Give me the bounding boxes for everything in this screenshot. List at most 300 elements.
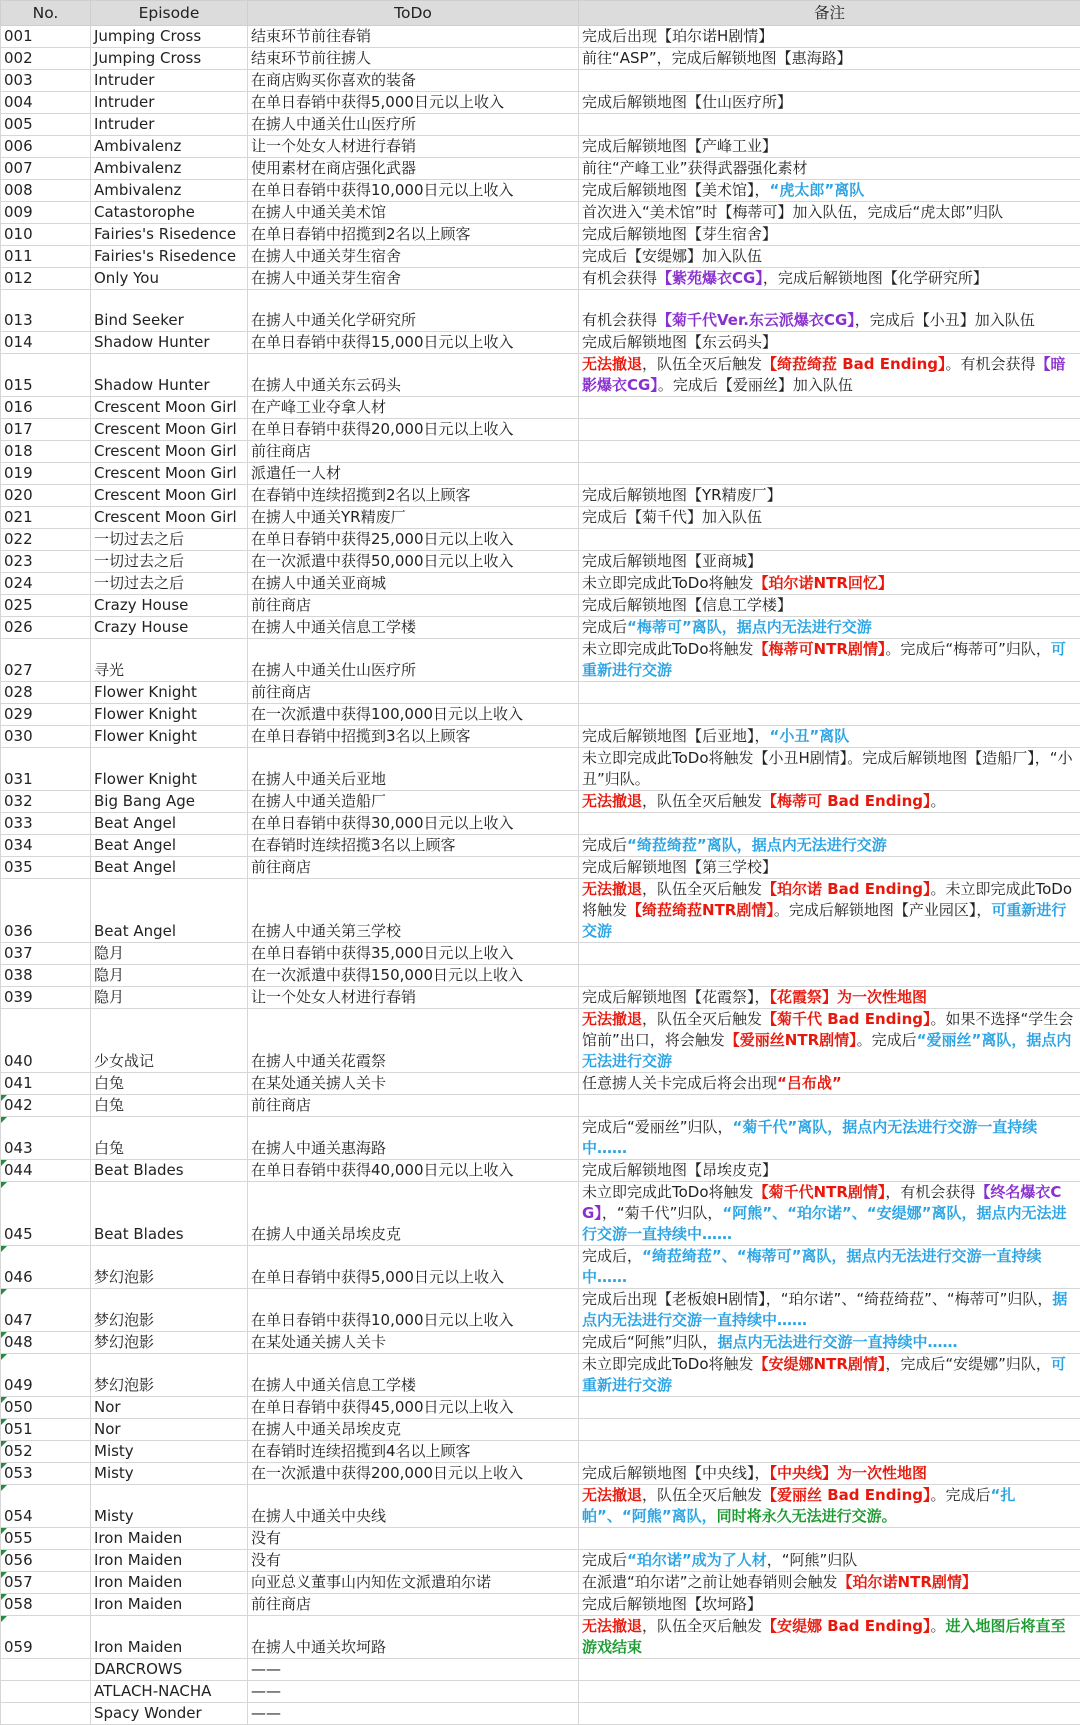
cell-todo: 在一次派遣中获得200,000日元以上收入	[248, 1463, 579, 1485]
cell-note	[579, 1289, 1080, 1332]
note-text: 有机会获得	[582, 269, 657, 287]
cell-episode: Big Bang Age	[91, 791, 248, 813]
table-row	[1, 1594, 1080, 1616]
cell-episode: Ambivalenz	[91, 180, 248, 202]
cell-note	[579, 48, 1080, 70]
note-text: ，队伍全灭后触发	[642, 880, 762, 898]
note-text: ，完成后【小丑】加入队伍	[855, 311, 1035, 329]
table-row	[1, 748, 1080, 791]
note-highlight: “梅蒂可”离队，据点内无法进行交游	[627, 618, 872, 636]
table-row	[1, 1182, 1080, 1246]
cell-no-text: 029	[4, 705, 33, 723]
header-note: 备注	[579, 1, 1080, 26]
cell-note	[579, 726, 1080, 748]
table-row	[1, 1246, 1080, 1289]
table-row	[1, 1528, 1080, 1550]
cell-no-text: 041	[4, 1074, 33, 1092]
cell-no	[1, 1419, 91, 1441]
note-highlight: 可重新进行交游	[582, 901, 1066, 940]
table-row	[1, 1572, 1080, 1594]
cell-note	[579, 1616, 1080, 1659]
cell-no	[1, 551, 91, 573]
cell-no	[1, 485, 91, 507]
cell-todo: 结束环节前往掳人	[248, 48, 579, 70]
cell-todo: 在单日春销中获得25,000日元以上收入	[248, 529, 579, 551]
cell-todo: 在掳人中通关花霞祭	[248, 1009, 579, 1073]
cell-no-text: 030	[4, 727, 33, 745]
cell-note	[579, 1073, 1080, 1095]
cell-note	[579, 943, 1080, 965]
cell-no-text: 057	[4, 1573, 33, 1591]
cell-note	[579, 1594, 1080, 1616]
cell-no-text: 043	[4, 1139, 33, 1157]
note-text: 。完成后	[931, 1486, 991, 1504]
cell-todo: 在单日春销中获得5,000日元以上收入	[248, 1246, 579, 1289]
table-row	[1, 26, 1080, 48]
note-text: 前往“产峰工业”获得武器强化素材	[582, 159, 808, 177]
table-row	[1, 419, 1080, 441]
note-text: ，有机会获得	[885, 1183, 975, 1201]
table-row	[1, 441, 1080, 463]
cell-episode: Crescent Moon Girl	[91, 507, 248, 529]
comment-marker-icon	[1, 1160, 7, 1166]
cell-no-text: 045	[4, 1225, 33, 1243]
cell-episode: Crescent Moon Girl	[91, 441, 248, 463]
table-row	[1, 1463, 1080, 1485]
note-highlight: 【菊千代NTR剧情】	[754, 1183, 886, 1201]
cell-no	[1, 682, 91, 704]
table-row	[1, 1073, 1080, 1095]
table-row	[1, 92, 1080, 114]
cell-todo: 在单日春销中招揽到3名以上顾客	[248, 726, 579, 748]
cell-no	[1, 70, 91, 92]
cell-no	[1, 268, 91, 290]
cell-episode: Intruder	[91, 114, 248, 136]
table-row	[1, 987, 1080, 1009]
cell-note	[579, 704, 1080, 726]
note-highlight: “扎帕”、“阿熊”离队，	[582, 1486, 1015, 1525]
cell-todo: 没有	[248, 1550, 579, 1572]
cell-episode: Beat Angel	[91, 857, 248, 879]
cell-no-text: 009	[4, 203, 33, 221]
note-text: 完成后解锁地图【亚商城】	[582, 552, 762, 570]
cell-note	[579, 857, 1080, 879]
cell-no-text: 034	[4, 836, 33, 854]
cell-todo: 向亚总义董事山内知佐文派遣珀尔诺	[248, 1572, 579, 1594]
cell-todo: 在某处通关掳人关卡	[248, 1332, 579, 1354]
table-row	[1, 70, 1080, 92]
note-highlight: 【安缇娜 Bad Ending】	[762, 1617, 930, 1635]
cell-no-text: 014	[4, 333, 33, 351]
cell-todo: 让一个处女人材进行春销	[248, 987, 579, 1009]
note-highlight: 【梅蒂可NTR剧情】	[754, 640, 886, 658]
comment-marker-icon	[1, 1485, 7, 1491]
cell-episode: Bind Seeker	[91, 290, 248, 332]
note-highlight: 可重新进行交游	[582, 640, 1066, 679]
note-highlight: 【花霞祭】为一次性地图	[770, 988, 928, 1006]
cell-todo: 在一次派遣中获得50,000日元以上收入	[248, 551, 579, 573]
cell-no	[1, 813, 91, 835]
note-text: 未立即完成此ToDo将触发	[582, 1183, 754, 1201]
cell-no	[1, 26, 91, 48]
cell-todo: 在春销时连续招揽3名以上顾客	[248, 835, 579, 857]
note-highlight: 据点内无法进行交游一直持续中……	[718, 1333, 958, 1351]
cell-note	[579, 1485, 1080, 1528]
cell-no	[1, 180, 91, 202]
cell-note	[579, 965, 1080, 987]
note-highlight: 进入地图后将直至游戏结束	[582, 1617, 1066, 1656]
cell-todo: 在掳人中通关仕山医疗所	[248, 639, 579, 682]
cell-no-text: 021	[4, 508, 33, 526]
cell-episode: Fairies's Risedence	[91, 246, 248, 268]
cell-todo: 在一次派遣中获得100,000日元以上收入	[248, 704, 579, 726]
cell-todo: 前往商店	[248, 1095, 579, 1117]
table-row	[1, 704, 1080, 726]
table-row	[1, 682, 1080, 704]
cell-no	[1, 290, 91, 332]
cell-no-text: 052	[4, 1442, 33, 1460]
cell-todo: 在掳人中通关坎坷路	[248, 1616, 579, 1659]
header-row	[1, 1, 1080, 26]
note-text: ，队伍全灭后触发	[642, 792, 762, 810]
cell-episode: Only You	[91, 268, 248, 290]
cell-no	[1, 879, 91, 943]
cell-episode: Nor	[91, 1419, 248, 1441]
cell-episode: 梦幻泡影	[91, 1289, 248, 1332]
cell-no	[1, 943, 91, 965]
comment-marker-icon	[1, 1528, 7, 1534]
note-text: 完成后出现【珀尔诺H剧情】	[582, 27, 773, 45]
note-highlight: 【终名爆衣CG】	[582, 1183, 1061, 1222]
note-text: 。完成后“梅蒂可”归队，	[885, 640, 1051, 658]
comment-marker-icon	[1, 1594, 7, 1600]
cell-no	[1, 573, 91, 595]
cell-todo: 前往商店	[248, 441, 579, 463]
cell-no-text: 024	[4, 574, 33, 592]
table-row	[1, 595, 1080, 617]
cell-no	[1, 202, 91, 224]
cell-no	[1, 1354, 91, 1397]
note-text: 。有机会获得	[946, 355, 1036, 373]
cell-todo: 在掳人中通关信息工学楼	[248, 1354, 579, 1397]
cell-note	[579, 136, 1080, 158]
cell-no-text: 058	[4, 1595, 33, 1613]
note-text: 完成后出现【老板娘H剧情】，“珀尔诺”、“绮菈绮菈”、“梅蒂可”归队，	[582, 1290, 1052, 1308]
table-row	[1, 1616, 1080, 1659]
cell-note	[579, 463, 1080, 485]
table-row	[1, 1550, 1080, 1572]
cell-no	[1, 1528, 91, 1550]
cell-no-text: 033	[4, 814, 33, 832]
cell-episode: 白兔	[91, 1073, 248, 1095]
note-highlight: 【中央线】为一次性地图	[770, 1464, 928, 1482]
cell-no-text: 035	[4, 858, 33, 876]
cell-no	[1, 1463, 91, 1485]
cell-note	[579, 748, 1080, 791]
note-text: 完成后解锁地图【产峰工业】	[582, 137, 777, 155]
cell-no	[1, 1485, 91, 1528]
cell-todo: 在掳人中通关东云码头	[248, 354, 579, 397]
table-row	[1, 1419, 1080, 1441]
table-row	[1, 551, 1080, 573]
cell-episode: 一切过去之后	[91, 551, 248, 573]
note-text: 。完成后【爱丽丝】加入队伍	[658, 376, 853, 394]
note-text: 完成后，	[582, 1247, 642, 1265]
table-row	[1, 1160, 1080, 1182]
note-highlight: 【珀尔诺 Bad Ending】	[762, 880, 930, 898]
note-text: 完成后“爱丽丝”归队，	[582, 1118, 733, 1136]
note-text: 完成后解锁地图【昂埃皮克】	[582, 1161, 777, 1179]
comment-marker-icon	[1, 1550, 7, 1556]
cell-note	[579, 1160, 1080, 1182]
cell-todo: 在掳人中通关芽生宿舍	[248, 246, 579, 268]
cell-note	[579, 224, 1080, 246]
table-row	[1, 1659, 1080, 1681]
cell-episode: Spacy Wonder	[91, 1703, 248, 1725]
note-text: 完成后解锁地图【中央线】，	[582, 1464, 770, 1482]
cell-no	[1, 114, 91, 136]
cell-note	[579, 397, 1080, 419]
table-row	[1, 1289, 1080, 1332]
note-highlight: “绮菈绮菈”离队，据点内无法进行交游	[627, 836, 887, 854]
cell-no	[1, 857, 91, 879]
note-text: ，完成后解锁地图【化学研究所】	[763, 269, 988, 287]
note-highlight: “阿熊”、“珀尔诺”、“安缇娜”离队，据点内无法进行交游一直持续中……	[582, 1204, 1067, 1243]
table-row	[1, 1009, 1080, 1073]
note-text: 在派遣“珀尔诺”之前让她春销则会触发	[582, 1573, 838, 1591]
cell-episode: Beat Angel	[91, 813, 248, 835]
table-row	[1, 617, 1080, 639]
cell-episode: Crescent Moon Girl	[91, 419, 248, 441]
cell-episode: Misty	[91, 1463, 248, 1485]
cell-todo: ——	[248, 1703, 579, 1725]
note-highlight: “菊千代”离队，据点内无法进行交游一直持续中……	[582, 1118, 1037, 1157]
comment-marker-icon	[1, 1616, 7, 1622]
note-highlight: “虎太郎”离队	[770, 181, 865, 199]
cell-no-text: 013	[4, 311, 33, 329]
table-row	[1, 791, 1080, 813]
cell-episode: 隐月	[91, 965, 248, 987]
note-text: 完成后解锁地图【仕山医疗所】	[582, 93, 792, 111]
cell-no	[1, 419, 91, 441]
table-row	[1, 529, 1080, 551]
comment-marker-icon	[1, 1397, 7, 1403]
cell-todo: 前往商店	[248, 857, 579, 879]
cell-no	[1, 1095, 91, 1117]
table-row	[1, 879, 1080, 943]
cell-no	[1, 332, 91, 354]
table-row	[1, 1332, 1080, 1354]
cell-no	[1, 639, 91, 682]
cell-note	[579, 813, 1080, 835]
cell-episode: 一切过去之后	[91, 529, 248, 551]
cell-no-text: 016	[4, 398, 33, 416]
comment-marker-icon	[1, 1463, 7, 1469]
cell-no-text: 048	[4, 1333, 33, 1351]
table-row	[1, 726, 1080, 748]
table-row	[1, 639, 1080, 682]
table-row	[1, 813, 1080, 835]
cell-episode: 白兔	[91, 1117, 248, 1160]
table-row	[1, 1117, 1080, 1160]
table-row	[1, 1485, 1080, 1528]
note-text: 完成后	[582, 836, 627, 854]
cell-todo: 在单日春销中获得15,000日元以上收入	[248, 332, 579, 354]
cell-note	[579, 791, 1080, 813]
cell-todo: 在春销时连续招揽到4名以上顾客	[248, 1441, 579, 1463]
note-text: 未立即完成此ToDo将触发	[582, 574, 754, 592]
cell-no-text: 010	[4, 225, 33, 243]
cell-episode: Flower Knight	[91, 748, 248, 791]
cell-todo: 在单日春销中获得5,000日元以上收入	[248, 92, 579, 114]
note-text: 完成后解锁地图【信息工学楼】	[582, 596, 792, 614]
cell-note	[579, 529, 1080, 551]
cell-no-text: 020	[4, 486, 33, 504]
cell-note	[579, 1397, 1080, 1419]
note-highlight: 无法撤退	[582, 1010, 642, 1028]
note-text: 完成后【安缇娜】加入队伍	[582, 247, 762, 265]
cell-note	[579, 639, 1080, 682]
table-row	[1, 1397, 1080, 1419]
cell-no	[1, 463, 91, 485]
cell-episode: Nor	[91, 1397, 248, 1419]
cell-todo: 结束环节前往春销	[248, 26, 579, 48]
table-row	[1, 246, 1080, 268]
comment-marker-icon	[1, 1354, 7, 1360]
cell-episode: Beat Blades	[91, 1160, 248, 1182]
cell-no	[1, 224, 91, 246]
cell-note	[579, 419, 1080, 441]
comment-marker-icon	[1, 1332, 7, 1338]
cell-note	[579, 1009, 1080, 1073]
note-text: ，“阿熊”归队	[767, 1551, 858, 1569]
cell-no	[1, 1703, 91, 1725]
cell-episode: Jumping Cross	[91, 26, 248, 48]
cell-todo: 在单日春销中获得35,000日元以上收入	[248, 943, 579, 965]
cell-note	[579, 354, 1080, 397]
note-highlight: 可重新进行交游	[582, 1355, 1066, 1394]
cell-episode: Crescent Moon Girl	[91, 485, 248, 507]
cell-no	[1, 965, 91, 987]
comment-marker-icon	[1, 1117, 7, 1123]
note-text: ，队伍全灭后触发	[642, 355, 762, 373]
table-row	[1, 1095, 1080, 1117]
note-highlight: 【菊千代Ver.东云派爆衣CG】	[657, 311, 855, 329]
cell-note	[579, 290, 1080, 332]
note-highlight: 【珀尔诺NTR剧情】	[838, 1573, 977, 1591]
cell-no	[1, 441, 91, 463]
cell-episode: Intruder	[91, 70, 248, 92]
table-row	[1, 268, 1080, 290]
comment-marker-icon	[1, 1441, 7, 1447]
cell-episode: 白兔	[91, 1095, 248, 1117]
cell-episode: Crescent Moon Girl	[91, 397, 248, 419]
cell-no	[1, 1659, 91, 1681]
cell-episode: DARCROWS	[91, 1659, 248, 1681]
note-text: ，队伍全灭后触发	[642, 1486, 762, 1504]
cell-no	[1, 397, 91, 419]
cell-no-text: 059	[4, 1638, 33, 1656]
cell-no-text: 037	[4, 944, 33, 962]
note-text: 未立即完成此ToDo将触发【小丑H剧情】。完成后解锁地图【造船厂】，“小丑”归队。	[582, 749, 1073, 788]
cell-note	[579, 835, 1080, 857]
table-row	[1, 48, 1080, 70]
cell-episode: Ambivalenz	[91, 158, 248, 180]
note-text: 完成后解锁地图【坎坷路】	[582, 1595, 762, 1613]
note-highlight: 据点内无法进行交游一直持续中……	[582, 1290, 1067, 1329]
cell-todo: 在某处通关掳人关卡	[248, 1073, 579, 1095]
cell-todo: 在掳人中通关化学研究所	[248, 290, 579, 332]
cell-episode: Shadow Hunter	[91, 354, 248, 397]
table-row	[1, 136, 1080, 158]
note-highlight: 无法撤退	[582, 880, 642, 898]
note-text: 完成后【菊千代】加入队伍	[582, 508, 762, 526]
cell-todo: 在掳人中通关昂埃皮克	[248, 1419, 579, 1441]
cell-todo: 在单日春销中获得20,000日元以上收入	[248, 419, 579, 441]
cell-todo: 使用素材在商店强化武器	[248, 158, 579, 180]
cell-no	[1, 1332, 91, 1354]
cell-note	[579, 1441, 1080, 1463]
cell-no-text: 022	[4, 530, 33, 548]
cell-no-text: 056	[4, 1551, 33, 1569]
note-highlight: 无法撤退	[582, 355, 642, 373]
cell-todo: 前往商店	[248, 595, 579, 617]
cell-no	[1, 1572, 91, 1594]
table-row	[1, 965, 1080, 987]
cell-episode: Iron Maiden	[91, 1594, 248, 1616]
cell-episode: Beat Angel	[91, 835, 248, 857]
cell-note	[579, 987, 1080, 1009]
cell-todo: 在一次派遣中获得150,000日元以上收入	[248, 965, 579, 987]
cell-episode: Ambivalenz	[91, 136, 248, 158]
cell-no-text: 031	[4, 770, 33, 788]
table-row	[1, 397, 1080, 419]
cell-episode: Iron Maiden	[91, 1528, 248, 1550]
cell-note	[579, 70, 1080, 92]
cell-no-text: 028	[4, 683, 33, 701]
cell-no-text: 025	[4, 596, 33, 614]
note-text: 完成后解锁地图【第三学校】	[582, 858, 777, 876]
cell-no	[1, 704, 91, 726]
cell-no	[1, 1117, 91, 1160]
cell-todo: 派遣任一人材	[248, 463, 579, 485]
cell-note	[579, 1463, 1080, 1485]
cell-note	[579, 1419, 1080, 1441]
cell-note	[579, 158, 1080, 180]
cell-note	[579, 1550, 1080, 1572]
cell-note	[579, 551, 1080, 573]
cell-no	[1, 1160, 91, 1182]
note-text: ，“菊千代”归队，	[602, 1204, 723, 1222]
cell-todo: ——	[248, 1681, 579, 1703]
cell-no-text: 054	[4, 1507, 33, 1525]
cell-note	[579, 1332, 1080, 1354]
cell-no-text: 036	[4, 922, 33, 940]
cell-episode: Intruder	[91, 92, 248, 114]
table-row	[1, 1681, 1080, 1703]
cell-no	[1, 1009, 91, 1073]
cell-todo: 在掳人中通关中央线	[248, 1485, 579, 1528]
cell-episode: Iron Maiden	[91, 1616, 248, 1659]
cell-no	[1, 136, 91, 158]
cell-no-text: 006	[4, 137, 33, 155]
cell-no	[1, 748, 91, 791]
cell-no-text: 039	[4, 988, 33, 1006]
cell-episode: 梦幻泡影	[91, 1332, 248, 1354]
table-body	[1, 26, 1080, 1725]
cell-no	[1, 529, 91, 551]
cell-note	[579, 1681, 1080, 1703]
